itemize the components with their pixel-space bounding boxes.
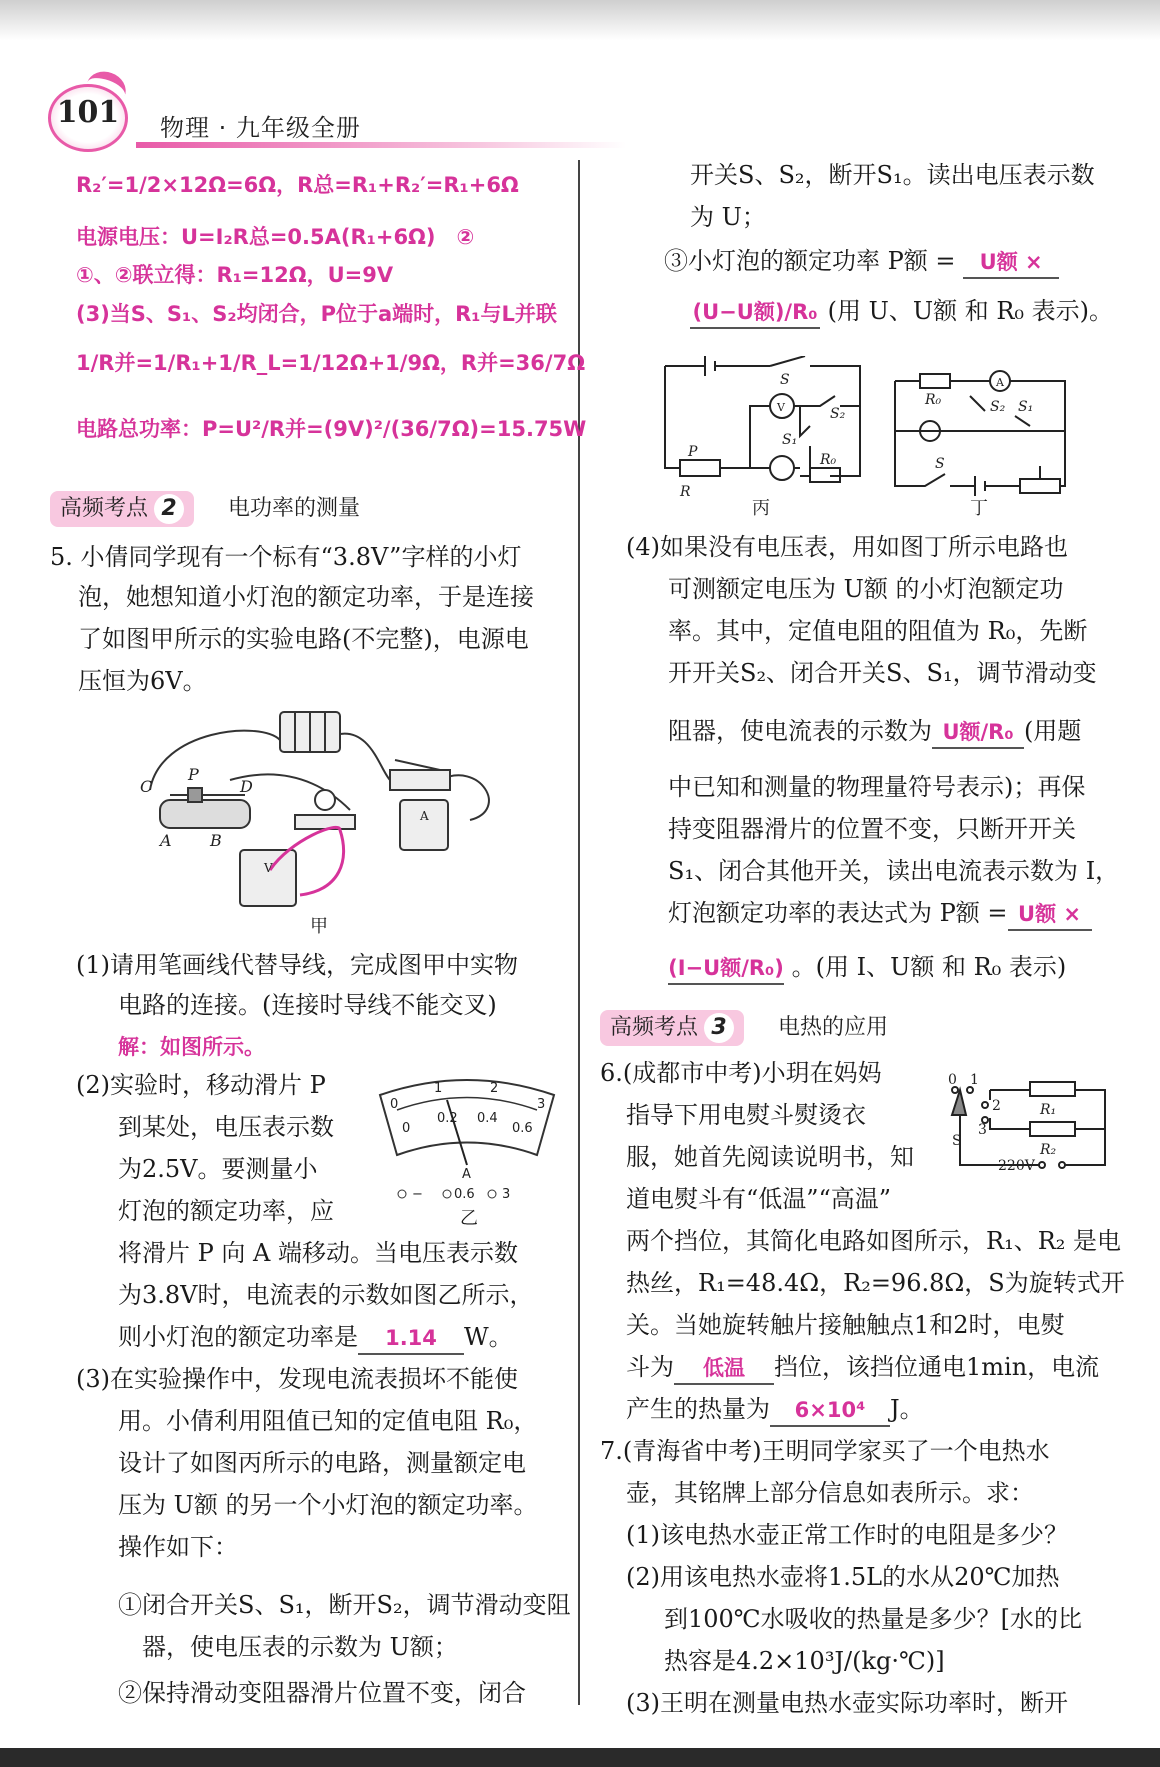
solution-line-6: 电路总功率：P=U²/R并=(9V)²/(36/7Ω)=15.75W [76,417,587,441]
bulb-base [295,815,355,829]
label-s: S [780,372,790,388]
solution-line-4: (3)当S、S₁、S₂均闭合，P位于a端时，R₁与L并联 [76,302,557,326]
p2c-answer: 1.14 [358,1323,464,1355]
p4c-answer-1: U额 × [1008,899,1092,931]
label-d: D [240,777,253,796]
tick-3: 3 [537,1097,546,1112]
q6b-line-2: 热丝，R₁=48.4Ω，R₂=96.8Ω，S为旋转式开 [626,1269,1125,1297]
label-r0: R₀ [820,452,837,468]
p2b-line-2: 为3.8V时，电流表的示数如图乙所示， [118,1281,534,1309]
section-number: 2 [154,494,184,524]
p2b-line-1: 将滑片 P 向 A 端移动。当电压表示数 [118,1239,518,1267]
figure-q6-iron-circuit [930,1070,1110,1200]
bing-lamp [770,456,794,480]
column-divider [578,160,580,1705]
section-name: 电功率的测量 [228,496,361,521]
label-c: C [140,777,153,796]
q7-line-1: 7.(青海省中考)王明同学家买了一个电热水 [600,1437,1050,1465]
solution-line-2: 电源电压：U=I₂R总=0.5A(R₁+6Ω) ② [76,225,475,249]
label-r2: R₂ [1040,1142,1057,1158]
p4c-prefix: 灯泡额定功率的表达式为 P额 = [668,899,1008,927]
q6c-suffix: 挡位，该挡位通电1min，电流 [774,1353,1100,1381]
tick-0-top: 0 [390,1097,399,1112]
q6-line-1: 6.(成都市中考)小玥在妈妈 [600,1059,882,1087]
terminal-3: 3 [502,1187,511,1202]
p4-line-2: 可测额定电压为 U额 的小灯泡额定功 [668,575,1064,603]
r3-prefix: ③小灯泡的额定功率 P额 = [664,247,956,275]
label-switch-s: S [952,1133,962,1149]
label-s1: S₁ [782,432,798,448]
label-ding-s1: S₁ [1018,399,1034,415]
solution-line-1: R₂′=1/2×12Ω=6Ω，R总=R₁+R₂′=R₁+6Ω [76,173,519,197]
section-name: 电热的应用 [778,1015,889,1040]
q6-line-3: 服，她首先阅读说明书，知 [626,1143,914,1171]
p2c-line [118,1322,513,1355]
q6d-line [626,1394,924,1427]
q7-line-4: (2)用该电热水壶将1.5L的水从20℃加热 [626,1563,1060,1591]
section-tag-label: 高频考点 [60,496,149,521]
p4c-line-2 [668,952,1066,985]
p3-line-4: 压为 U额 的另一个小灯泡的额定功率。 [118,1491,538,1519]
terminal-right [1059,1162,1065,1168]
section-header-3 [600,1010,1020,1048]
label-s2: S₂ [830,406,846,422]
p3a-line-1: ①闭合开关S、S₁，断开S₂，调节滑动变阻 [118,1591,571,1619]
q7-line-3: (1)该电热水壶正常工作时的电阻是多少？ [626,1521,1068,1549]
switch-lever [395,760,440,770]
p4-line-3: 率。其中，定值电阻的阻值为 R₀，先断 [668,617,1088,645]
bing-switch-s [770,356,805,366]
section-tag [50,491,194,527]
figure-yi-ammeter [372,1070,562,1220]
label-ding-a: A [996,376,1004,389]
terminal [488,1190,496,1198]
p4a-line [668,716,1081,749]
header-rule [136,142,626,148]
dial-unit-a: A [462,1167,471,1182]
p4b-line-2: 持变阻器滑片的位置不变，只断开开关 [668,815,1076,843]
rheostat-coil [160,800,250,828]
r1-line-2: 为 U； [690,203,766,231]
ammeter-a: A [420,809,429,823]
p3-line-5: 操作如下： [118,1533,238,1561]
bing-wire [720,406,770,468]
fig-bing-caption: 丙 [752,498,770,519]
q6c-answer: 低温 [674,1353,774,1385]
q6d-suffix: J。 [890,1395,924,1423]
q6b-line-1: 两个挡位，其简化电路如图所示，R₁、R₂ 是电 [626,1227,1122,1255]
p2-line-4: 灯泡的额定功率，应 [118,1197,334,1225]
bulb [315,790,335,810]
q7-line-2: 壶，其铭牌上部分信息如表所示。求： [626,1479,1034,1507]
label-a: A [160,831,172,850]
figure-jia-circuit [140,700,510,940]
tick-0-2: 0.2 [437,1111,458,1126]
tick-1: 1 [434,1081,443,1096]
p4c-line [668,898,1092,931]
p2c-suffix: W。 [464,1323,513,1351]
ding-slider [1040,431,1065,486]
p3-line-2: 用。小倩利用阻值已知的定值电阻 R₀， [118,1407,538,1435]
bing-wire [794,468,810,476]
wire [335,734,390,780]
bing-switch-s2 [794,396,860,406]
q6c-prefix: 斗为 [626,1353,674,1381]
r3-line [664,246,1059,279]
tick-2: 2 [490,1081,499,1096]
q6-line-2: 指导下用电熨斗熨烫衣 [626,1101,866,1129]
p1-line-2: 电路的连接。(连接时导线不能交叉) [118,991,497,1019]
label-contact-0: 0 [948,1072,957,1088]
q5-line-1: 5. 小倩同学现有一个标有“3.8V”字样的小灯 [50,543,522,571]
label-p: P [188,765,199,784]
q6d-answer: 6×10⁴ [770,1395,890,1427]
q6d-prefix: 产生的热量为 [626,1395,770,1423]
section-number: 3 [704,1013,734,1043]
fig-jia-caption: 甲 [310,916,328,937]
terminal [443,1190,451,1198]
section-header-2 [50,491,470,529]
label-p: P [688,444,698,460]
fig-yi-caption: 乙 [460,1208,478,1229]
p4-line-4: 开开关S₂、闭合开关S、S₁，调节滑动变 [668,659,1097,687]
section-tag [600,1010,744,1046]
q7-line-7: (3)王明在测量电热水壶实际功率时，断开 [626,1689,1068,1717]
p2-line-1: (2)实验时，移动滑片 P [76,1071,326,1099]
p3a-line-2: 器，使电压表的示数为 U额； [142,1633,458,1661]
label-contact-3: 3 [978,1122,987,1138]
p4b-line-3: S₁、闭合其他开关，读出电流表示数为 I， [668,857,1120,885]
figure-bing-ding-circuits [660,356,1080,506]
q7-line-6: 热容是4.2×10³J/(kg·℃)] [664,1647,945,1675]
p4b-line-1: 中已知和测量的物理量符号表示)；再保 [668,773,1086,801]
label-ding-s2: S₂ [990,399,1006,415]
p4-line-1: (4)如果没有电压表，用如图丁所示电路也 [626,533,1068,561]
q6c-line [626,1352,1099,1385]
contact-2 [982,1102,988,1108]
ding-rheostat [1020,479,1060,493]
switch-base [390,770,450,790]
p2-line-2: 到某处，电压表示数 [118,1113,334,1141]
ammeter [400,800,448,850]
bing-wire [665,366,680,468]
solution-line-3: ①、②联立得：R₁=12Ω，U=9V [76,263,394,287]
label-v: V [777,401,785,414]
p1-line-1: (1)请用笔画线代替导线，完成图甲中实物 [76,951,518,979]
section-tag-label: 高频考点 [610,1015,699,1040]
q7-line-5: 到100℃水吸收的热量是多少？[水的比 [664,1605,1083,1633]
r1-line-1: 开关S、S₂，断开S₁。读出电压表示数 [690,161,1095,189]
p1-answer: 解：如图所示。 [118,1035,265,1059]
page-number-badge [48,84,128,152]
resistor-r2 [1030,1122,1075,1136]
tick-0-4: 0.4 [477,1111,498,1126]
voltmeter [240,850,296,906]
ding-wire [895,431,1020,486]
label-r: R [680,484,691,500]
page-number: 101 [56,95,120,130]
p3-line-3: 设计了如图丙所示的电路，测量额定电 [118,1449,526,1477]
p4a-suffix: (用题 [1024,717,1082,745]
r3-answer-2: (U−U额)/R₀ [690,297,820,329]
terminal-left [1039,1162,1045,1168]
p3-line-1: (3)在实验操作中，发现电流表损坏不能使 [76,1365,518,1393]
fig-ding-caption: 丁 [970,498,988,519]
r3-line-2 [690,296,1113,329]
terminal [398,1190,406,1198]
q5-line-4: 压恒为6V。 [78,667,207,695]
label-voltage: 220V [998,1158,1035,1174]
q5-line-2: 泡，她想知道小灯泡的额定功率，于是连接 [78,583,534,611]
terminal-minus: − [412,1187,423,1202]
p2c-prefix: 则小灯泡的额定功率是 [118,1323,358,1351]
p4a-answer: U额/R₀ [932,717,1024,749]
solution-line-5: 1/R并=1/R₁+1/R_L=1/12Ω+1/9Ω，R并=36/7Ω [76,351,586,375]
label-ding-s: S [935,456,945,472]
voltmeter-v: V [264,861,273,875]
r3-suffix: (用 U、U额 和 R₀ 表示)。 [827,297,1114,325]
bing-switch-s1 [800,406,810,468]
label-b: B [210,831,222,850]
label-ding-r0: R₀ [925,392,942,408]
tick-0-bottom: 0 [402,1121,411,1136]
dial-face [380,1080,554,1155]
tick-0-6: 0.6 [512,1121,533,1136]
page-header [46,76,586,152]
r3-answer-1: U额 × [963,247,1059,279]
p4a-prefix: 阻器，使电流表的示数为 [668,717,932,745]
q6b-line-3: 关。当她旋转触片接触触点1和2时，电熨 [626,1311,1065,1339]
label-contact-1: 1 [970,1072,979,1088]
bottom-bar [0,1748,1160,1767]
q6-line-4: 道电熨斗有“低温”“高温” [626,1185,892,1213]
label-r1: R₁ [1040,1102,1057,1118]
wire [150,731,280,790]
resistor-r1 [1030,1082,1075,1096]
label-contact-2: 2 [992,1098,1001,1114]
p4c-suffix: 。(用 I、U额 和 R₀ 表示) [791,953,1067,981]
p3b-line: ②保持滑动变阻器滑片位置不变，闭合 [118,1679,526,1707]
p4c-answer-2: (I−U额/R₀) [668,953,784,985]
terminal-0-6: 0.6 [454,1187,475,1202]
rheostat-slider [188,788,202,802]
book-title: 物理 · 九年级全册 [160,114,361,142]
q5-line-3: 了如图甲所示的实验电路(不完整)，电源电 [78,625,529,653]
bing-rheostat [680,460,720,476]
ding-r0 [920,374,950,388]
top-shadow [0,0,1160,40]
p2-line-3: 为2.5V。要测量小 [118,1155,318,1183]
